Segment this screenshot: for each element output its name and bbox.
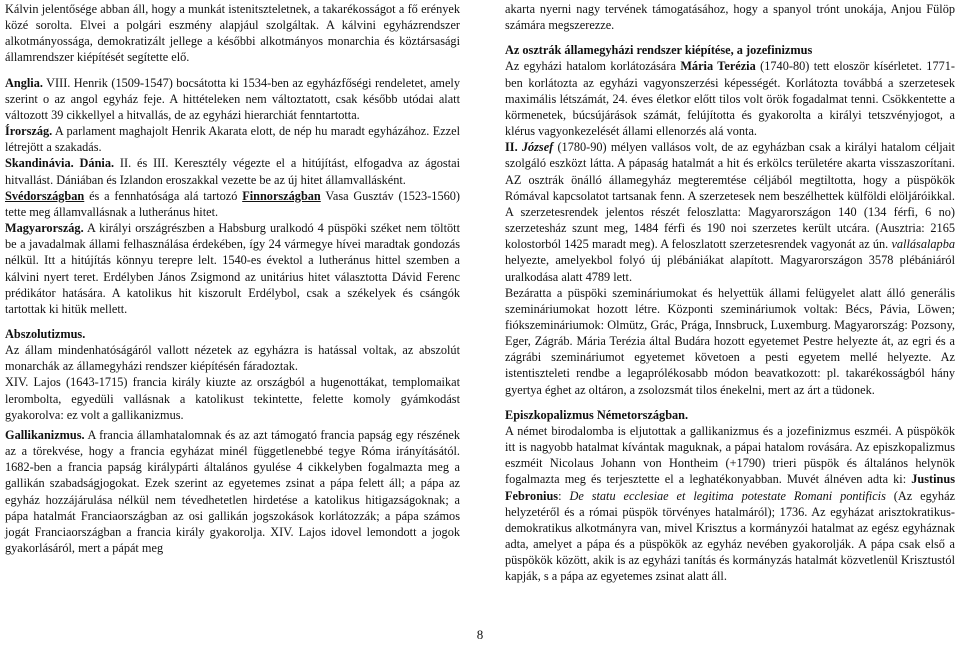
text-irorszag: A parlament maghajolt Henrik Akarata elott, de nép hu maradt egyházához. Ezzel létrejött a szakadás.: [5, 124, 460, 155]
text-episz-3: (Az egyház helyzetéről és a római püspök törvényes hatalmáról); 1736. Az egyházat arisztokratikus-demokratikus alkotmányra van, mivel Krisztus a kormányzói hatalmat az egész egyháznak adta, amelyet a pápa és a püspökök az egyház nevében gyakorolják. A pápa csak első a püspökök között, akik is az egyházi tanítás és kormányzás hatalmát közvetlenül Krisztustól kapják, s a pápa az egyetemes zsinat alatt áll.: [505, 488, 955, 584]
text-episz-2: :: [558, 488, 570, 503]
page-number: 8: [476, 627, 484, 642]
paragraph-abszolutizmus: Az állam mindenhatóságáról vallott nézetek az egyházra is hatással voltak, az abszolút monarchák az államegyházi rendszer kiépítésén fáradoztak.: [5, 343, 460, 374]
paragraph-gallikanizmus: [5, 427, 460, 556]
text-osztrak-2: (1740-80) tett eloször kísérletet. 1771-ben korlátozta az egyházi vagyonszerzési képességét. Korlátozta továbbá a szerzetesek maximális létszámát, 24. éves életkor előtt tilos volt örök fogadalmat tenni. Csökkentette a körmenetek, búcsújárások számát, felújította és gyakorolta a királyi tetszvényjogot, a klérus vagyonkezelését állami ellenorzés alá vonta.: [505, 59, 955, 139]
text-jozsef-2: helyezte, amelyekbol folyó új plébániákat alapított. Magyarországon 3578 plébániáról uralkodása alatt 4789 lett.: [505, 253, 955, 284]
right-column: [505, 1, 955, 584]
text-svedorszag-2: Vasa Gusztáv (1523-1560) tette meg államvallásnak a lutheránus hitet.: [5, 188, 460, 219]
heading-osztrak: [505, 42, 955, 58]
term-finnorszag: Finnországban: [242, 188, 321, 203]
text-jozsef-1: (1780-90) mélyen vallásos volt, de az egyházban csak a királyi hatalom céljait szolgáló eszközt látta. A pápaság hatalmát a hit és erkölcs területére akarta visszaszorítani. AZ osztrák önálló államegyház megteremtése céljából megtiltotta, hogy a püspökök Rómával kapcsolatot tartsanak fenn. A szerzetesek nem beszélhettek külföldi elöljáróikkal. A szerzetesrendek jelentos részét feloszlatta: Magyarországon 140 (134 férfi, 6 no) szerzetesház szunt meg, 1484 férfi és 190 noi szerzetes került utcára. (Ausztria: 2165 kolostorból 1425 maradt meg). A feloszlatott szerzetesrendek vagyonát az ún.: [505, 140, 955, 252]
left-column: [5, 1, 460, 556]
heading-anglia: Anglia.: [5, 75, 43, 90]
paragraph-jozsef: [505, 139, 955, 284]
term-vallasalapba: vallásalapba: [891, 237, 955, 252]
text-svedorszag-1: és a fennhatósága alá tartozó: [84, 188, 243, 203]
term-maria-terezia: Mária Terézia: [680, 59, 756, 74]
text-anglia: VIII. Henrik (1509-1547) bocsátotta ki 1534-ben az egyházfőségi rendeletet, amely szerint o az angol egyház feje. A hittételeken nem változtatott, csak később utódai alatt változott 39 cikkellyel a hitvallás, de az egyházi hierarchiát fenntartotta.: [5, 75, 460, 122]
paragraph-irorszag: [5, 123, 460, 155]
heading-abszolutizmus: [5, 326, 460, 342]
jozsef-prefix: II.: [505, 140, 522, 155]
paragraph-magyarorszag: [5, 220, 460, 317]
paragraph-svedorszag: [5, 188, 460, 220]
paragraph-episzkopalizmus: [505, 423, 955, 585]
heading-episzkopalizmus: [505, 407, 955, 423]
paragraph-xiv-lajos: XIV. Lajos (1643-1715) francia király kiuzte az országból a hugenottákat, templomaikat lerombolta, egyedüli vallásnak a katolikust tekintette, felette komoly gyámkodást gyakorolva: ez volt a gallikanizmus.: [5, 375, 460, 422]
heading-skandinavia: Skandinávia. Dánia.: [5, 156, 115, 171]
paragraph-skandinavia: [5, 155, 460, 187]
heading-episzkopalizmus-text: Episzkopalizmus Németországban.: [505, 407, 689, 422]
paragraph-anglia: [5, 75, 460, 123]
text-gallikanizmus: A francia államhatalomnak és az azt támogató francia papság egy részének az a törekvése, hogy a francia egyházat minél függetlenebbé tegye Róma irányításától. 1682-ben a francia papság királypárti általános gyulése 4 cikkelyben fogalmazta meg a gallikán szabadságjogokat. Ezek szerint az egyetemes zsinat a pápa felett áll; a pápa az egyház hozzájárulása nélkül nem tévedhetetlen hirdetése a katolikus hitigazságoknak; a pápa hatalmát Franciaországban az osi gallikán jogszokások korlátozzák; a pápa számos jogát Franciaországban a francia király gyakorolja. XIV. Lajos idovel lemondott a jogok gyakorlásáról, mert a pápát meg: [5, 427, 460, 555]
paragraph-kalvin: Kálvin jelentősége abban áll, hogy a munkát istenitszteletnek, a takarékosságot a fő erények közé sorolta. Elvei a polgári eszmény alapjául szolgáltak. A kálvini egyházrendszer alkotmányossága, demokratizált jellege a későbbi alkotmányos monarchia és köztársasági államrendszer kiépítését segítette elő.: [5, 2, 460, 65]
text-episz-1: A német birodalomba is eljutottak a gallikanizmus és a jozefinizmus eszméi. A püspökök itt is nagyobb hatalmat kívántak maguknak, a pápai hatalom rovására. Az episzkopalizmus eszméit Nicolaus Johann von Hontheim (+1790) trieri püspök és általános helynök fogalmazta meg és terjesztette el a leghatékonyabban. Muvét álnéven adta ki:: [505, 423, 955, 487]
heading-gallikanizmus: Gallikanizmus.: [5, 427, 85, 442]
heading-irorszag: Írország.: [5, 124, 53, 139]
book-title: De statu ecclesiae et legitima potestate Romani pontificis: [569, 488, 886, 503]
text-magyarorszag: A királyi országrészben a Habsburg uralkodó 4 püspöki széket nem töltött be a javadalmak állami felhasználása érdekében, így 24 vármegye hívei maradtak gondozás nélkül. Itt a hitújítás könnyu terepre lelt. 1540-es évektol a lutheránus hittel szemben a kálvini nyert teret. Erdélyben János Zsigmond az unitárius hitet választotta Dávid Ferenc prédikátor hatására. A katolikus hit kiszorult Erdélybol, csak a székelyek és csángók tartottak ki hitük mellett.: [5, 221, 460, 316]
term-svedorszag: Svédországban: [5, 188, 85, 203]
term-jozsef: József: [521, 140, 554, 155]
paragraph-anjou: akarta nyerni nagy tervének támogatásához, hogy a spanyol trónt unokája, Anjou Fülöp számára megszerezze.: [505, 2, 955, 33]
heading-osztrak-text: Az osztrák államegyházi rendszer kiépítése, a jozefinizmus: [505, 43, 813, 58]
text-skandinavia: II. és III. Keresztély végezte el a hitújítást, elfogadva az ágostai hitvallást. Dániában és Izlandon eroszakkal vezette be az új hitet államvallásként.: [5, 156, 460, 187]
paragraph-maria-terezia: [505, 58, 955, 139]
paragraph-bezaratta: Bezáratta a püspöki szemináriumokat és helyettük állami felügyelet alatt álló generális szemináriumokat hozott létre. Központi szemináriumok voltak: Bécs, Pávia, Löwen; fiókszemináriumok: Olmütz, Grác, Prága, Innsbruck, Luxemburg. Magyarország: Pozsony, Eger, Zágráb. Mária Terézia által Budára hozott egyetemet Pestre helyezte át, az egri és a zágrábi szemináriumot egyetemet követoen a pesti egyetem mellé helyezte. Az istentiszteleti rendbe a legaprólékosabb módon beavatkozott: pl. takarékosságból hány gyertya éghet az oltáron, a zsolozsmát tilos énekelni, mert az árt a tüdonek.: [505, 285, 955, 397]
heading-magyarorszag: Magyarország.: [5, 221, 84, 236]
heading-abszolutizmus-text: Abszolutizmus.: [5, 326, 86, 341]
term-febronius: Justinus Febronius: [505, 472, 955, 503]
text-osztrak-1: Az egyházi hatalom korlátozására: [505, 59, 681, 74]
